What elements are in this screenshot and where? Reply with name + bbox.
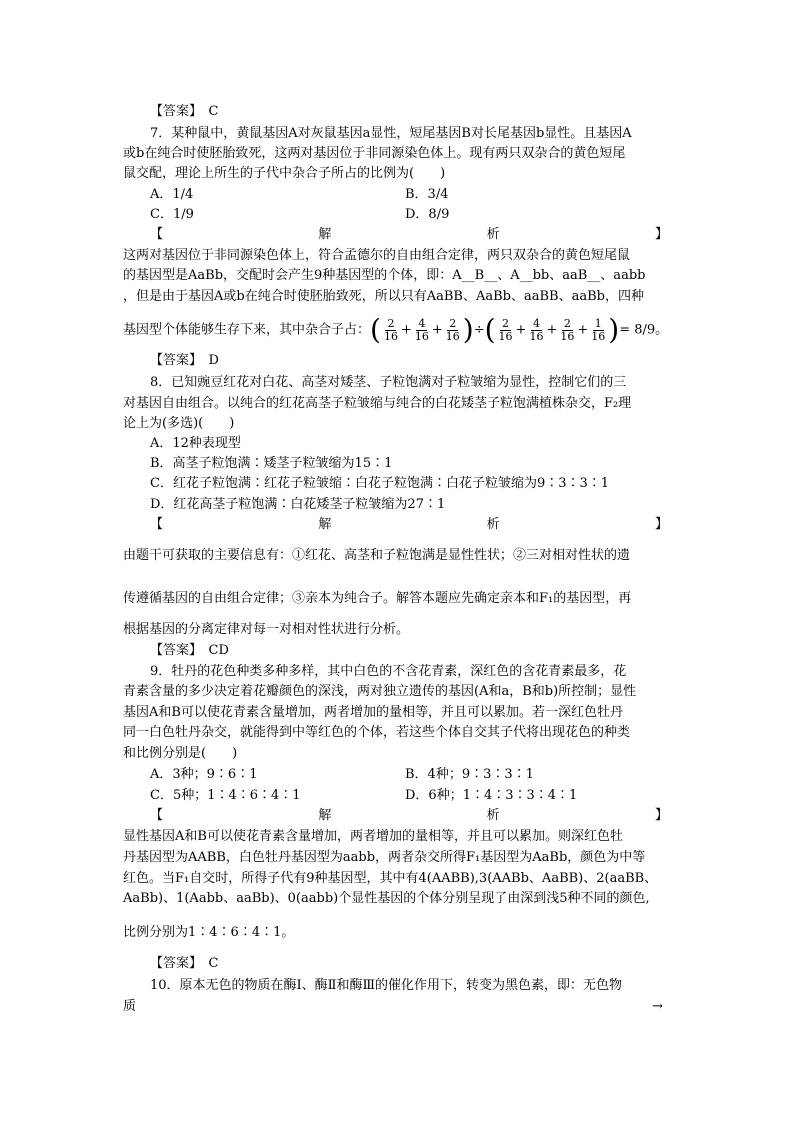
- q8-option-d: D．红花高茎子粒饱满∶白花矮茎子粒皱缩为27∶1: [150, 497, 446, 512]
- q8-line-3: 论上为(多选)( ): [123, 416, 235, 431]
- analysis-char-2: 析: [486, 517, 500, 532]
- bracket-open: 【: [150, 227, 164, 242]
- q9-explain-5: 比例分别为1∶4∶6∶4∶1。: [123, 925, 295, 940]
- q8-line-2: 对基因自由组合。以纯合的红花高茎子粒皱缩与纯合的白花矮茎子粒饱满植株杂交，F₂理: [123, 396, 632, 411]
- q8-explain-1: 由题干可获取的主要信息有：①红花、高茎和子粒饱满是显性性状；②三对相对性状的遗: [123, 548, 631, 563]
- bracket-close: 】: [654, 227, 668, 242]
- analysis-char-1: 解: [318, 808, 332, 823]
- bracket-close: 】: [654, 517, 668, 532]
- bracket-close: 】: [654, 808, 668, 823]
- q9-explain-3: 红色。当F₁自交时，所得子代有9种基因型，其中有4(AABB),3(AABb、AaBB)、2(aaBB、: [123, 871, 658, 886]
- fraction: $\frac{4}{16}$: [414, 316, 429, 343]
- fraction: $\frac{4}{16}$: [529, 316, 544, 343]
- q10-line-1: 10．原本无色的物质在酶Ⅰ、酶Ⅱ和酶Ⅲ的催化作用下，转变为黑色素，即：无色物: [150, 978, 623, 993]
- analysis-char-2: 析: [486, 808, 500, 823]
- q9-line-3: 基因A和B可以使花青素含量增加，两者增加的量相等，并且可以累加。若一深红色牡丹: [123, 705, 623, 720]
- q9-line-1: 9．牡丹的花色种类多种多样，其中白色的不含花青素，深红色的含花青素最多，花: [150, 664, 627, 679]
- q9-line-5: 和比例分别是( ): [123, 746, 238, 761]
- q8-line-1: 8．已知豌豆红花对白花、高茎对矮茎、子粒饱满对子粒皱缩为显性，控制它们的三: [150, 375, 627, 390]
- analysis-char-1: 解: [318, 227, 332, 242]
- q8-explain-2: 传遵循基因的自由组合定律；③亲本为纯合子。解答本题应先确定亲本和F₁的基因型，再: [123, 591, 632, 606]
- q7-explain-3: ，但是由于基因A或b在纯合时使胚胎致死，所以只有AaBB、AaBb、aaBB、aaBb，四种: [123, 289, 644, 304]
- q7-explain-2: 的基因型是AaBb，交配时会产生9种基因型的个体，即：A__B__、A__bb、aaB__、aabb: [123, 268, 646, 283]
- q7-line-3: 鼠交配，理论上所生的子代中杂合子所占的比例为( ): [123, 166, 446, 181]
- q7-line-2: 或b在纯合时使胚胎致死，这两对基因位于非同源染色体上。现有两只双杂合的黄色短尾: [123, 146, 626, 161]
- q7-option-a: A．1/4: [150, 187, 194, 202]
- q7-line-1: 7．某种鼠中，黄鼠基因A对灰鼠基因a显性，短尾基因B对长尾基因b显性。且基因A: [150, 126, 632, 141]
- answer-q8: 【答案】 CD: [150, 643, 229, 658]
- arrow-icon: →: [652, 999, 663, 1014]
- q7-option-d: D．8/9: [405, 207, 450, 222]
- q8-explain-3: 根据基因的分离定律对每一对相对性状进行分析。: [123, 622, 410, 637]
- q9-option-b: B．4种；9∶3∶3∶1: [405, 767, 534, 782]
- q9-explain-2: 丹基因型为AABB，白色牡丹基因型为aabb，两者杂交所得F₁基因型为AaBb，颜色为中等: [123, 850, 646, 865]
- analysis-header-q7: [150, 227, 668, 243]
- q7-explain-1: 这两对基因位于非同源染色体上，符合孟德尔的自由组合定律，两只双杂合的黄色短尾鼠: [123, 248, 631, 263]
- bracket-open: 【: [150, 517, 164, 532]
- fraction: $\frac{2}{16}$: [498, 316, 513, 343]
- q7-option-c: C．1/9: [150, 207, 194, 222]
- q8-option-c: C．红花子粒饱满∶红花子粒皱缩∶白花子粒饱满∶白花子粒皱缩为9∶3∶3∶1: [150, 476, 610, 491]
- q8-option-b: B．高茎子粒饱满∶矮茎子粒皱缩为15∶1: [150, 456, 393, 471]
- q9-option-a: A．3种；9∶6∶1: [150, 767, 258, 782]
- q7-explain-4: 基因型个体能够生存下来，其中杂合子占：( $\frac{2}{16}$ + $\frac{4}{16}$ + $\frac{2}{16}$ )÷( $\frac{2}{16}$ + $\frac{4}{16}$ + $\frac{2}{16}$ + $\frac{1}{16}$ )= 8/9。: [123, 313, 669, 346]
- q9-explain-4: AaBb)、1(Aabb、aaBb)、0(aabb)个显性基因的个体分别呈现了由深到浅5种不同的颜色,: [123, 891, 650, 906]
- q9-explain-1: 显性基因A和B可以使花青素含量增加，两者增加的量相等，并且可以累加。则深红色牡: [123, 829, 623, 844]
- analysis-char-2: 析: [486, 227, 500, 242]
- q9-option-c: C．5种；1∶4∶6∶4∶1: [150, 788, 301, 803]
- q7-option-b: B．3/4: [405, 187, 449, 202]
- fraction: $\frac{2}{16}$: [445, 316, 460, 343]
- q9-line-4: 同一白色牡丹杂交，就能得到中等红色的个体，若这些个体自交其子代将出现花色的种类: [123, 725, 631, 740]
- fraction: $\frac{2}{16}$: [560, 316, 575, 343]
- answer-q9: 【答案】 C: [150, 956, 219, 971]
- analysis-header-q8: [150, 517, 668, 533]
- analysis-char-1: 解: [318, 517, 332, 532]
- bracket-open: 【: [150, 808, 164, 823]
- q9-line-2: 青素含量的多少决定着花瓣颜色的深浅，两对独立遗传的基因(A和a，B和b)所控制；显性: [123, 684, 637, 699]
- answer-q6: 【答案】 C: [150, 104, 219, 119]
- fraction: $\frac{2}{16}$: [383, 316, 398, 343]
- analysis-header-q9: [150, 808, 668, 824]
- q9-option-d: D．6种；1∶4∶3∶3∶4∶1: [405, 788, 578, 803]
- q10-line-2: 质: [123, 999, 137, 1014]
- q8-option-a: A．12种表现型: [150, 436, 241, 451]
- fraction: $\frac{1}{16}$: [591, 316, 606, 343]
- answer-q7: 【答案】 D: [150, 353, 219, 368]
